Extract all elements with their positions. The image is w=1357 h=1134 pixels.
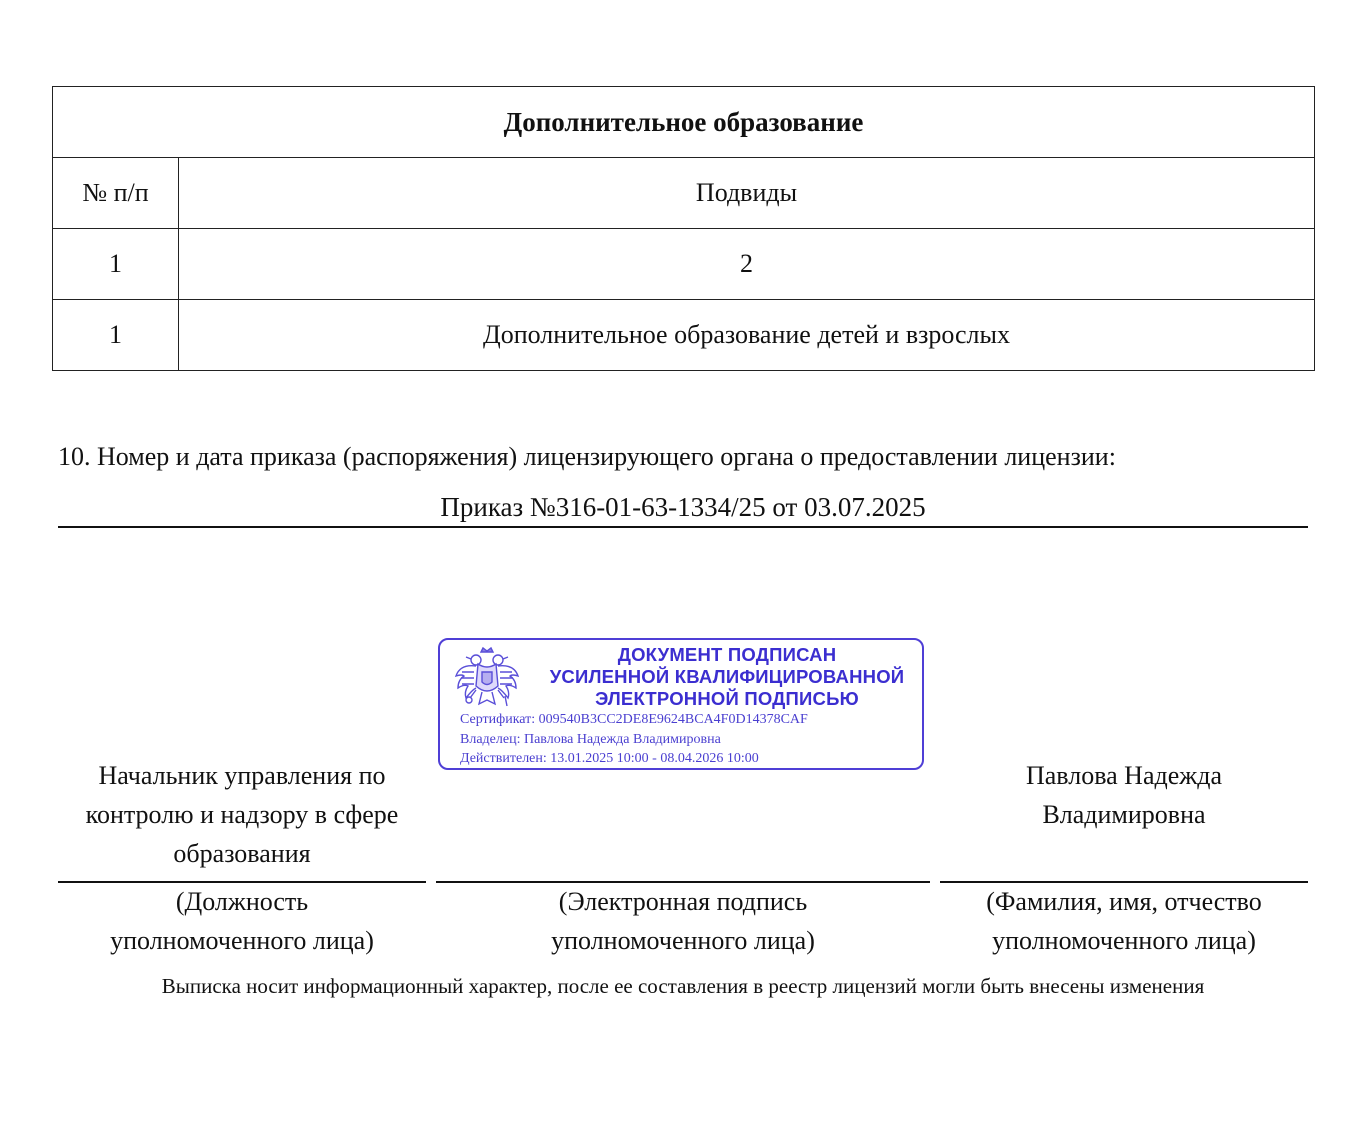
caption-position-line-2: уполномоченного лица) [110, 926, 374, 955]
stamp-heading-line-3: ЭЛЕКТРОННОЙ ПОДПИСЬЮ [595, 688, 859, 709]
stamp-heading-line-1: ДОКУМЕНТ ПОДПИСАН [617, 644, 837, 665]
signatory-name [940, 756, 1308, 834]
column-number-2: 2 [179, 229, 1315, 300]
table-row [53, 300, 1315, 371]
stamp-certificate: Сертификат: 009540B3CC2DE8E9624BCA4F0D14378CAF [460, 712, 808, 727]
caption-name [940, 882, 1308, 960]
caption-position-line-1: (Должность [175, 887, 309, 916]
order-heading: 10. Номер и дата приказа (распоряжения) лицензирующего органа о предоставлении лицензии: [58, 442, 1116, 471]
russian-coat-of-arms-icon [452, 646, 522, 716]
table-title: Дополнительное образование [53, 87, 1315, 158]
caption-signature [436, 882, 930, 960]
signatory-position [58, 756, 426, 873]
caption-signature-line-2: уполномоченного лица) [551, 926, 815, 955]
education-table [52, 86, 1315, 371]
stamp-validity: Действителен: 13.01.2025 10:00 - 08.04.2026 10:00 [460, 751, 759, 766]
stamp-heading [532, 644, 922, 710]
signatory-name-line-1: Павлова Надежда [1025, 761, 1222, 790]
signatory-name-line-2: Владимировна [1042, 800, 1206, 829]
caption-name-line-1: (Фамилия, имя, отчество [986, 887, 1262, 916]
disclaimer-footnote: Выписка носит информационный характер, после ее составления в реестр лицензий могли быть внесены изменения [161, 974, 1205, 998]
table-header-row [53, 158, 1315, 229]
order-value: Приказ №316-01-63-1334/25 от 03.07.2025 [58, 490, 1308, 528]
column-number-1: 1 [53, 229, 179, 300]
stamp-heading-line-2: УСИЛЕННОЙ КВАЛИФИЦИРОВАННОЙ [549, 666, 905, 687]
e-signature-stamp [438, 638, 924, 770]
header-num: № п/п [53, 158, 179, 229]
row-num: 1 [53, 300, 179, 371]
signatory-position-line-2: контролю и надзору в сфере [85, 800, 399, 829]
caption-position [58, 882, 426, 960]
signatory-position-line-3: образования [173, 839, 311, 868]
row-subtype: Дополнительное образование детей и взрослых [179, 300, 1315, 371]
stamp-owner: Владелец: Павлова Надежда Владимировна [460, 732, 721, 747]
caption-name-line-2: уполномоченного лица) [992, 926, 1256, 955]
table-title-row [53, 87, 1315, 158]
header-subtype: Подвиды [179, 158, 1315, 229]
caption-signature-line-1: (Электронная подпись [558, 887, 808, 916]
signatory-position-line-1: Начальник управления по [98, 761, 386, 790]
table-column-numbers-row [53, 229, 1315, 300]
